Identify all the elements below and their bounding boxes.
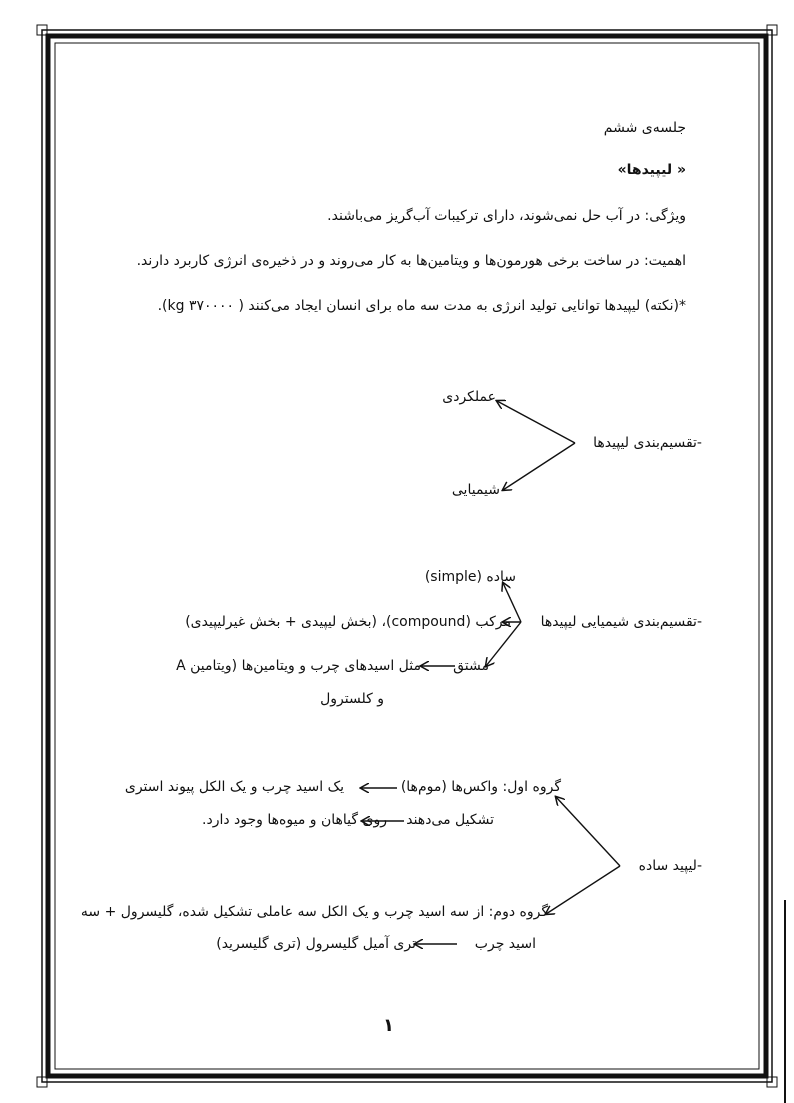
arrow-derived	[486, 622, 521, 666]
classification-functional: عملکردی	[442, 389, 496, 405]
group1-desc-1: یک اسید چرب و یک الکل پیوند استری	[124, 779, 344, 795]
group2-line-1: گروه دوم: از سه اسید چرب و یک الکل سه عاملی تشکیل شده، گلیسرول + سه	[80, 904, 548, 920]
group2-line-2a: اسید چرب	[474, 936, 536, 952]
note-text: *(نکته) لیپیدها توانایی تولید انرژی به مدت سه ماه برای انسان ایجاد می‌کنند ( kg ۳۷۰۰۰۰).	[157, 298, 686, 314]
arrow-group2	[546, 866, 620, 914]
session-heading: جلسه‌ی ششم	[603, 120, 686, 136]
page-title: « لیپیدها»	[617, 162, 686, 178]
group1-desc-2: تشکیل می‌دهند	[406, 812, 494, 828]
arrow-group1	[556, 797, 620, 866]
chemical-derived: مشتق	[453, 658, 489, 674]
chemical-classification-root: -تقسیم‌بندی شیمیایی لیپیدها	[540, 614, 702, 630]
arrow-simple	[503, 583, 521, 622]
importance-text: اهمیت: در ساخت برخی هورمون‌ها و ویتامین‌ها به کار می‌روند و در ذخیره‌ی انرژی کاربرد دارند.	[136, 253, 686, 269]
simple-lipid-root: -لیپید ساده	[638, 858, 702, 874]
group2-line-2b: تری آمیل گلیسرول (تری گلیسرید)	[216, 936, 416, 952]
classification-chemical: شیمیایی	[451, 482, 500, 498]
group1-label: گروه اول: واکس‌ها (موم‌ها)	[400, 779, 561, 795]
classification-root: -تقسیم‌بندی لیپیدها	[593, 435, 702, 451]
feature-text: ویژگی: در آب حل نمی‌شوند، دارای ترکیبات آب‌گریز می‌باشند.	[327, 208, 686, 224]
group1-desc-3: روی گیاهان و میوه‌ها وجود دارد.	[202, 812, 387, 828]
page-number: ۱	[383, 1015, 394, 1036]
chemical-simple: ساده (simple)	[424, 569, 516, 585]
chemical-derived-example-2: و کلسترول	[320, 691, 384, 707]
arrow-chemical	[503, 443, 575, 490]
chemical-derived-example-1: مثل اسیدهای چرب و ویتامین‌ها (ویتامین A	[176, 658, 421, 674]
chemical-compound: مرکب (compound)، (بخش لیپیدی + بخش غیرلیپیدی)	[185, 614, 511, 630]
arrow-functional	[497, 401, 575, 443]
